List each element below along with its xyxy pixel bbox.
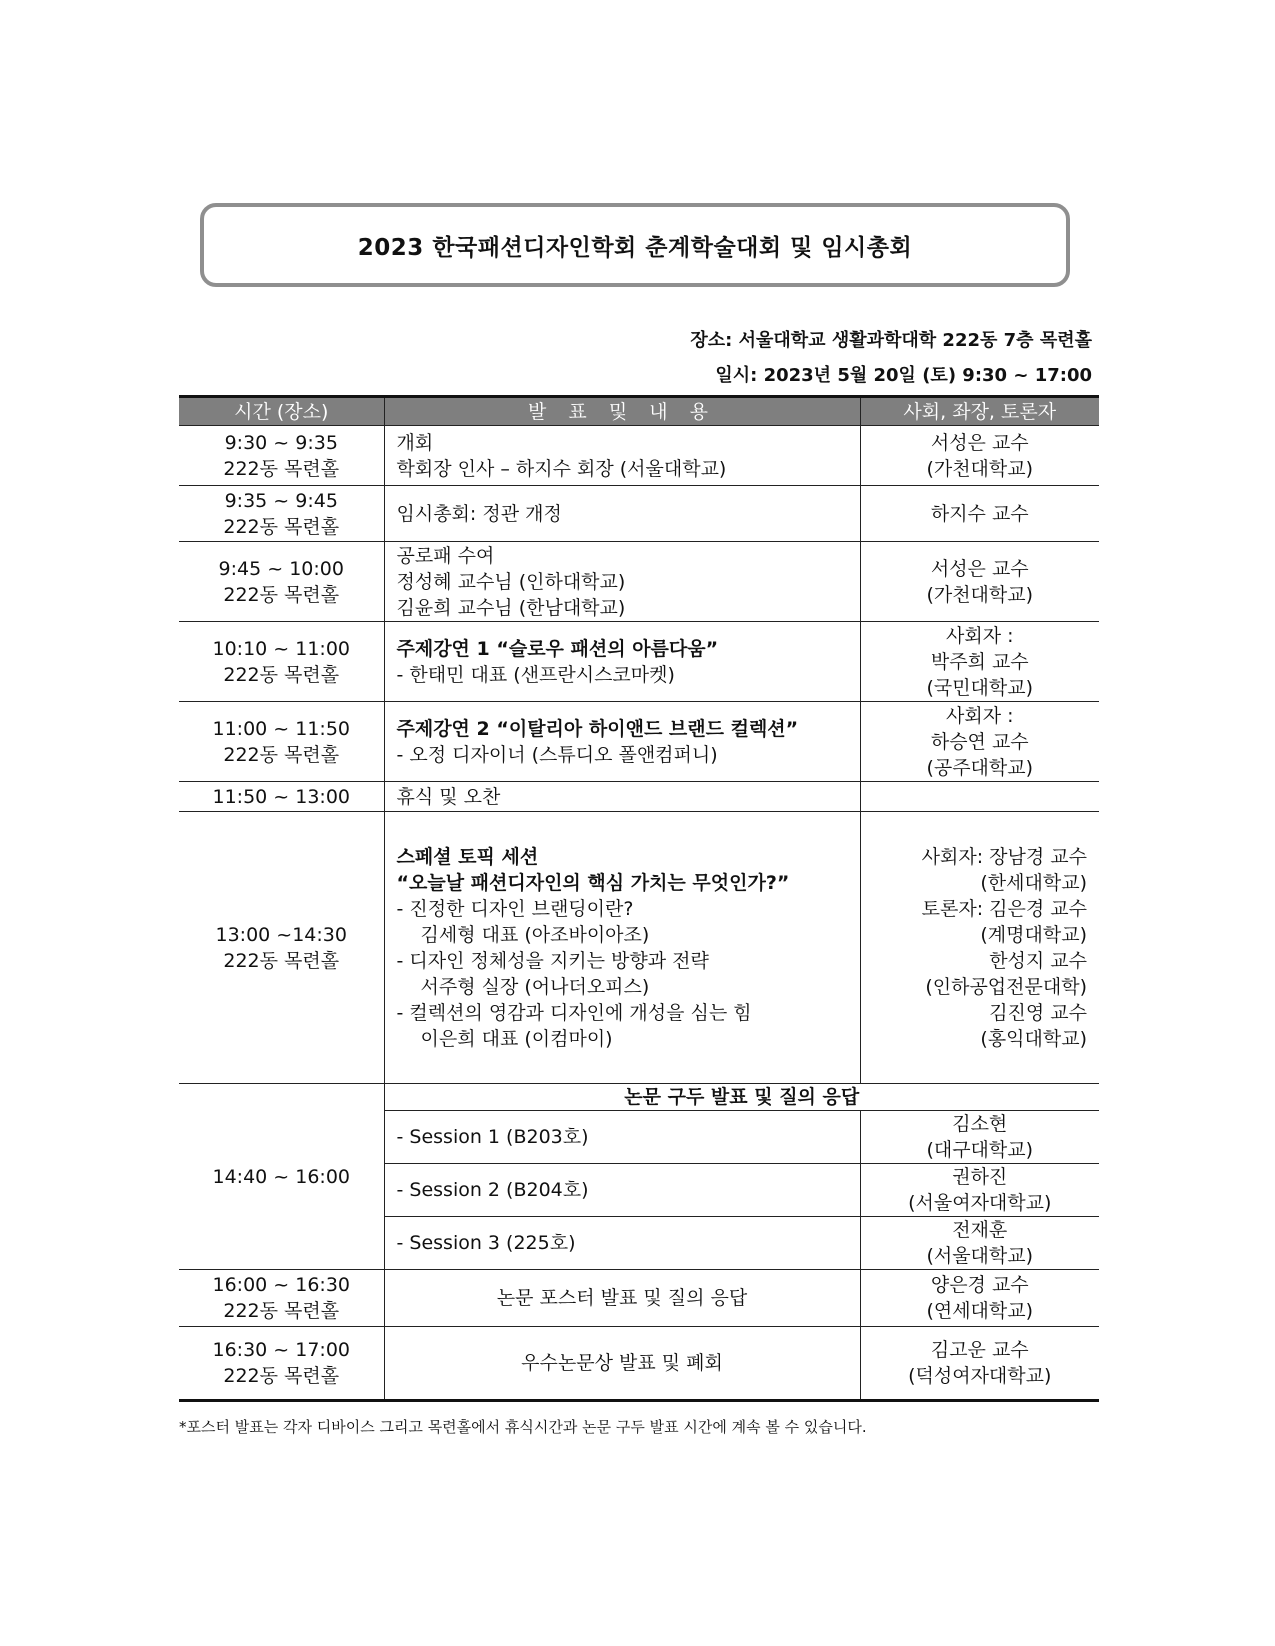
schedule-table xyxy=(179,395,1099,1402)
time-text: 11:00 ~ 11:50 xyxy=(212,717,350,740)
time-text: 14:40 ~ 16:00 xyxy=(212,1165,350,1188)
content-line: 학회장 인사 – 하지수 회장 (서울대학교) xyxy=(396,457,727,480)
host-line: (덕성여자대학교) xyxy=(908,1365,1052,1387)
place-text: 222동 목련홀 xyxy=(223,515,340,538)
content-line: - 디자인 정체성을 지키는 방향과 전략 xyxy=(396,949,709,972)
host-cell xyxy=(860,812,1099,1084)
session-label: - Session 2 (B204호) xyxy=(396,1179,589,1201)
time-cell xyxy=(179,1084,384,1270)
time-cell xyxy=(179,812,384,1084)
time-text: 9:30 ~ 9:35 xyxy=(224,431,338,454)
content-cell xyxy=(384,542,860,622)
footnote: *포스터 발표는 각자 디바이스 그리고 목련홀에서 휴식시간과 논문 구두 발표 시간에 계속 볼 수 있습니다. xyxy=(179,1418,867,1436)
time-text: 9:35 ~ 9:45 xyxy=(224,489,338,512)
host-cell xyxy=(860,486,1099,542)
place-text: 222동 목련홀 xyxy=(223,949,340,972)
session-label: - Session 3 (225호) xyxy=(396,1232,576,1254)
host-line: 김진영 교수 xyxy=(989,1001,1087,1024)
header-content: 발 표 및 내 용 xyxy=(384,397,860,426)
time-cell xyxy=(179,486,384,542)
time-text: 11:50 ~ 13:00 xyxy=(212,785,350,808)
time-cell xyxy=(179,622,384,702)
content-cell xyxy=(384,426,860,486)
time-cell xyxy=(179,1270,384,1327)
host-line: 전재훈 xyxy=(952,1219,1008,1241)
host-cell xyxy=(860,1270,1099,1327)
place-text: 222동 목련홀 xyxy=(223,1365,340,1387)
host-cell xyxy=(860,702,1099,782)
host-cell xyxy=(860,1217,1099,1270)
host-line: (서울대학교) xyxy=(926,1245,1034,1267)
host-line: (계명대학교) xyxy=(980,923,1087,946)
host-line: 서성은 교수 xyxy=(930,431,1029,454)
table-row xyxy=(179,782,1099,812)
content-cell xyxy=(384,782,860,812)
time-text: 9:45 ~ 10:00 xyxy=(218,557,344,580)
time-cell xyxy=(179,542,384,622)
content-line: 임시총회: 정관 개정 xyxy=(396,502,562,525)
host-line: 사회자: 장남경 교수 xyxy=(921,845,1087,868)
session-subtitle: “오늘날 패션디자인의 핵심 가치는 무엇인가?” xyxy=(396,871,790,894)
time-cell xyxy=(179,426,384,486)
host-cell xyxy=(860,1111,1099,1164)
time-text: 16:00 ~ 16:30 xyxy=(212,1274,350,1296)
content-line: - 한태민 대표 (샌프란시스코마켓) xyxy=(396,663,675,686)
content-cell xyxy=(384,702,860,782)
host-line: (서울여자대학교) xyxy=(908,1192,1052,1214)
host-line: (연세대학교) xyxy=(926,1300,1034,1322)
time-cell xyxy=(179,702,384,782)
content-cell xyxy=(384,1270,860,1327)
content-line: 휴식 및 오찬 xyxy=(396,785,501,808)
host-cell xyxy=(860,782,1099,812)
time-text: 13:00 ~14:30 xyxy=(215,923,347,946)
header-time: 시간 (장소) xyxy=(179,397,384,426)
host-line: (공주대학교) xyxy=(926,756,1034,779)
table-row xyxy=(179,486,1099,542)
speaker-line: 이은희 대표 (이컴마이) xyxy=(420,1027,613,1050)
host-line: 김소현 xyxy=(952,1113,1008,1135)
title-box xyxy=(200,203,1070,287)
keynote-title: 주제강연 1 “슬로우 패션의 아름다움” xyxy=(396,637,719,660)
content-line: 공로패 수여 xyxy=(396,544,495,567)
content-line: 우수논문상 발표 및 폐회 xyxy=(521,1352,723,1374)
table-row xyxy=(179,1084,1099,1111)
table-row xyxy=(179,542,1099,622)
page-title: 2023 한국패션디자인학회 춘계학술대회 및 임시총회 xyxy=(357,234,913,261)
content-cell xyxy=(384,622,860,702)
content-line: 개회 xyxy=(396,431,434,454)
host-line: 김고운 교수 xyxy=(930,1339,1029,1361)
time-cell xyxy=(179,1327,384,1401)
table-row xyxy=(179,812,1099,1084)
header-host: 사회, 좌장, 토론자 xyxy=(860,397,1099,426)
speaker-line: 서주형 실장 (어나더오피스) xyxy=(420,975,650,998)
content-cell xyxy=(384,1217,860,1270)
host-line: 사회자 : xyxy=(945,624,1014,647)
host-line: 하승연 교수 xyxy=(930,730,1029,753)
content-cell xyxy=(384,1164,860,1217)
place-text: 222동 목련홀 xyxy=(223,457,340,480)
host-line: (대구대학교) xyxy=(926,1139,1034,1161)
host-line: 하지수 교수 xyxy=(930,502,1029,525)
content-cell xyxy=(384,1327,860,1401)
session-title: 스페셜 토픽 세션 xyxy=(396,845,539,868)
host-cell xyxy=(860,426,1099,486)
host-line: 양은경 교수 xyxy=(930,1274,1029,1296)
content-cell xyxy=(384,812,860,1084)
venue-text: 장소: 서울대학교 생활과학대학 222동 7층 목련홀 xyxy=(690,330,1092,351)
content-line: - 컬렉션의 영감과 디자인에 개성을 심는 힘 xyxy=(396,1001,752,1024)
host-line: (인하공업전문대학) xyxy=(925,975,1087,998)
content-line: 논문 포스터 발표 및 질의 응답 xyxy=(496,1287,748,1309)
place-text: 222동 목련홀 xyxy=(223,583,340,606)
content-line: - 진정한 디자인 브랜딩이란? xyxy=(396,897,634,920)
place-text: 222동 목련홀 xyxy=(223,1300,340,1322)
host-line: (홍익대학교) xyxy=(980,1027,1087,1050)
host-line: 박주희 교수 xyxy=(930,650,1029,673)
host-line: 한성지 교수 xyxy=(989,949,1087,972)
table-row xyxy=(179,622,1099,702)
host-cell xyxy=(860,1164,1099,1217)
host-cell xyxy=(860,622,1099,702)
host-cell xyxy=(860,1327,1099,1401)
speaker-line: 김세형 대표 (아조바이아조) xyxy=(420,923,650,946)
content-cell xyxy=(384,486,860,542)
table-row xyxy=(179,702,1099,782)
place-text: 222동 목련홀 xyxy=(223,663,340,686)
table-row xyxy=(179,426,1099,486)
time-text: 10:10 ~ 11:00 xyxy=(212,637,350,660)
keynote-title: 주제강연 2 “이탈리아 하이앤드 브랜드 컬렉션” xyxy=(396,717,799,740)
host-cell xyxy=(860,542,1099,622)
host-line: 권하진 xyxy=(952,1166,1008,1188)
content-line: - 오정 디자이너 (스튜디오 폴앤컴퍼니) xyxy=(396,743,718,766)
host-line: (가천대학교) xyxy=(926,457,1034,480)
place-text: 222동 목련홀 xyxy=(223,743,340,766)
host-line: (가천대학교) xyxy=(926,583,1034,606)
table-row xyxy=(179,1270,1099,1327)
date-text: 일시: 2023년 5월 20일 (토) 9:30 ~ 17:00 xyxy=(715,365,1092,386)
host-line: 서성은 교수 xyxy=(930,557,1029,580)
content-line: 김윤희 교수님 (한남대학교) xyxy=(396,596,626,619)
host-line: 토론자: 김은경 교수 xyxy=(921,897,1087,920)
host-line: 사회자 : xyxy=(945,704,1014,727)
host-line: (국민대학교) xyxy=(926,676,1034,699)
oral-session-subheader: 논문 구두 발표 및 질의 응답 xyxy=(384,1084,1099,1111)
table-header-row xyxy=(179,397,1099,426)
content-line: 정성혜 교수님 (인하대학교) xyxy=(396,570,626,593)
table-row xyxy=(179,1327,1099,1401)
session-label: - Session 1 (B203호) xyxy=(396,1126,589,1148)
time-cell xyxy=(179,782,384,812)
content-cell xyxy=(384,1111,860,1164)
host-line: (한세대학교) xyxy=(980,871,1087,894)
time-text: 16:30 ~ 17:00 xyxy=(212,1339,350,1361)
